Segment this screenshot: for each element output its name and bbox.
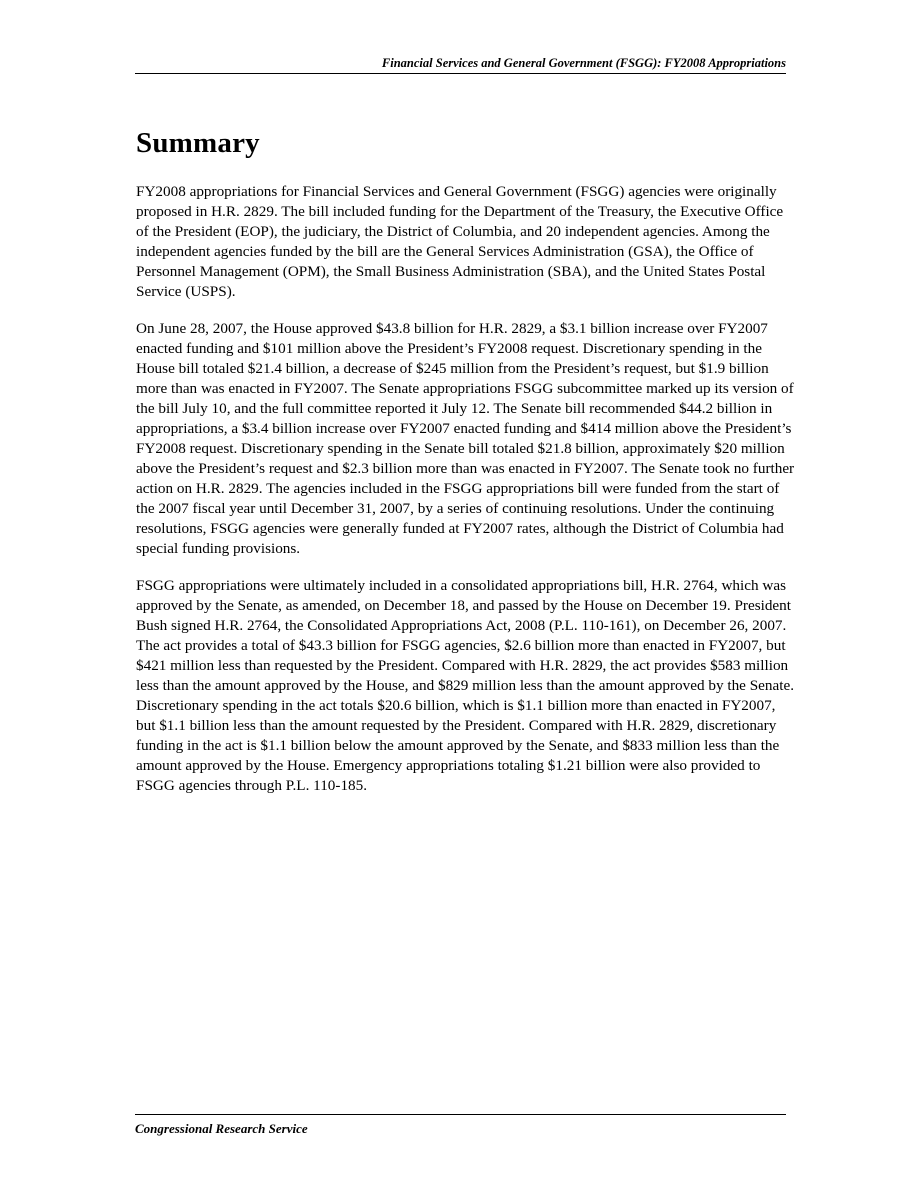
footer-source: Congressional Research Service [135,1121,308,1136]
page-footer [135,1114,786,1137]
summary-section [136,124,796,813]
summary-paragraph-2: On June 28, 2007, the House approved $43.8 billion for H.R. 2829, a $3.1 billion increase over FY2007 enacted funding and $101 million above the President’s FY2008 request. Discretionary spending in the House bill totaled $21.4 billion, a decrease of $245 million from the President’s request, but $1.9 billion more than was enacted in FY2007. The Senate appropriations FSGG subcommittee marked up its version of the bill July 10, and the full committee reported it July 12. The Senate bill recommended $44.2 billion in appropriations, a $3.4 billion increase over FY2007 enacted funding and $414 million above the President’s FY2008 request. Discretionary spending in the Senate bill totaled $21.8 billion, approximately $20 million above the President’s request and $2.3 billion more than was enacted in FY2007. The Senate took no further action on H.R. 2829. The agencies included in the FSGG appropriations bill were funded from the start of the 2007 fiscal year until December 31, 2007, by a series of continuing resolutions. Under the continuing resolutions, FSGG agencies were generally funded at FY2007 rates, although the District of Columbia had special funding provisions. [136,320,795,557]
running-title: Financial Services and General Government (FSGG): FY2008 Appropriations [381,56,786,70]
summary-paragraph-1: FY2008 appropriations for Financial Services and General Government (FSGG) agencies were originally proposed in H.R. 2829. The bill included funding for the Department of the Treasury, the Executive Office of the President (EOP), the judiciary, the District of Columbia, and 20 independent agencies. Among the independent agencies funded by the bill are the General Services Administration (GSA), the Office of Personnel Management (OPM), the Small Business Administration (SBA), and the United States Postal Service (USPS). [136,183,784,300]
page-header [135,55,786,74]
summary-paragraph-3: FSGG appropriations were ultimately included in a consolidated appropriations bill, H.R. 2764, which was approved by the Senate, as amended, on December 18, and passed by the House on December 19. President Bush signed H.R. 2764, the Consolidated Appropriations Act, 2008 (P.L. 110-161), on December 26, 2007. The act provides a total of $43.3 billion for FSGG agencies, $2.6 billion more than enacted in FY2007, but $421 million less than requested by the President. Compared with H.R. 2829, the act provides $583 million less than the amount approved by the House, and $829 million less than the amount approved by the Senate. Discretionary spending in the act totals $20.6 billion, which is $1.1 billion more than enacted in FY2007, but $1.1 billion less than the amount requested by the President. Compared with H.R. 2829, discretionary funding in the act is $1.1 billion below the amount approved by the Senate, and $833 million less than the amount approved by the House. Emergency appropriations totaling $1.21 billion were also provided to FSGG agencies through P.L. 110-185. [136,577,794,794]
section-title: Summary [136,127,260,159]
